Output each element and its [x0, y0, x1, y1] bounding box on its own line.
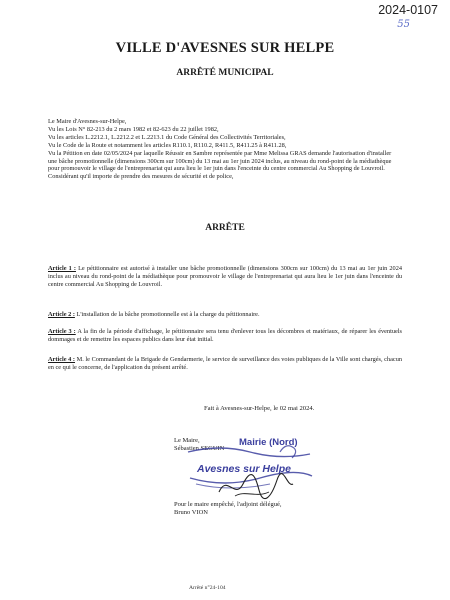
article-label: Article 1 :	[48, 265, 76, 272]
reference-number: 2024-0107	[378, 3, 438, 17]
page-footer: Arrêté n°24-104	[189, 585, 226, 591]
preamble-line: Vu la Pétition en date 02/05/2024 par laquelle Réussir en Sambre représentée par Mme Melissa GRAS demande l'autorisation d'installer une bâche promotionnelle (dimensions 300cm sur 100cm) du 13 mai au 1er juin 2024 inclus, au niveau du rond-point de la médiathèque pour promouvoir le village de l'entreprenariat qui aura lieu le 1er juin dans l'enceinte du centre commercial Au Shopping de Louvroil.	[48, 149, 392, 173]
preamble-considering: Considérant qu'il importe de prendre des mesures de sécurité et de police,	[48, 173, 234, 181]
handwritten-signature	[215, 470, 295, 502]
preamble-line: Vu les Lois N° 82-213 du 2 mars 1982 et 82-623 du 22 juillet 1982,	[48, 125, 219, 133]
delegate-block	[174, 501, 281, 517]
article-text: M. le Commandant de la Brigade de Gendarmerie, le service de surveillance des voies publiques de la Ville sont chargés, chacun en ce qui le concerne, de l'application du présent arrêté.	[48, 356, 402, 371]
arrete-heading: ARRÊTE	[205, 223, 245, 233]
preamble-line: Vu les articles L.2212.1, L.2212.2 et L.2213.1 du Code Général des Collectivités Territoriales,	[48, 133, 286, 141]
stamp-logo-text: Avesnes sur Helpe	[197, 463, 291, 475]
stamp-label: Mairie (Nord)	[239, 437, 298, 448]
document-reference	[378, 3, 438, 32]
article-2	[48, 311, 402, 319]
article-text: Le pétitionnaire est autorisé à installer une bâche promotionnelle (dimensions 300cm sur 100cm) du 13 mai au 1er juin 2024 inclus au niveau du rond-point de la médiathèque pour promouvoir le village de l'entreprenariat qui aura lieu le 1er juin dans l'enceinte du centre commercial Au Shopping de Louvroil.	[48, 265, 403, 288]
article-1	[48, 265, 402, 289]
delegate-name: Bruno VION	[174, 509, 209, 516]
article-text: L'installation de la bâche promotionnelle est à la charge du pétitionnaire.	[74, 311, 260, 318]
article-4	[48, 356, 402, 372]
article-3	[48, 328, 402, 344]
handwritten-annotation: 55	[397, 19, 410, 30]
preamble-line: Le Maire d'Avesnes-sur-Helpe,	[48, 118, 127, 125]
mayor-name: Sébastien SEGUIN	[174, 445, 225, 452]
preamble-line: Vu le Code de la Route et notamment les articles R110.1, R110.2, R411.5, R411.25 à R411.28,	[48, 141, 287, 149]
preamble	[48, 118, 398, 181]
place-date: Fait à Avesnes-sur-Helpe, le 02 mai 2024.	[204, 405, 315, 412]
article-label: Article 4 :	[48, 356, 76, 363]
article-label: Article 2 :	[48, 311, 75, 318]
mayor-title: Le Maire,	[174, 437, 200, 444]
page-title: VILLE D'AVESNES SUR HELPE	[115, 40, 335, 56]
delegate-title: Pour le maire empêché, l'adjoint délégué,	[174, 501, 282, 508]
article-text: A la fin de la période d'affichage, le pétitionnaire sera tenu d'enlever tous les décombres et matériaux, de réparer les éventuels dommages et de remettre les espaces publics dans leur état initial.	[48, 328, 402, 343]
article-label: Article 3 :	[48, 328, 76, 335]
page-subtitle: ARRÊTÉ MUNICIPAL	[176, 68, 274, 78]
